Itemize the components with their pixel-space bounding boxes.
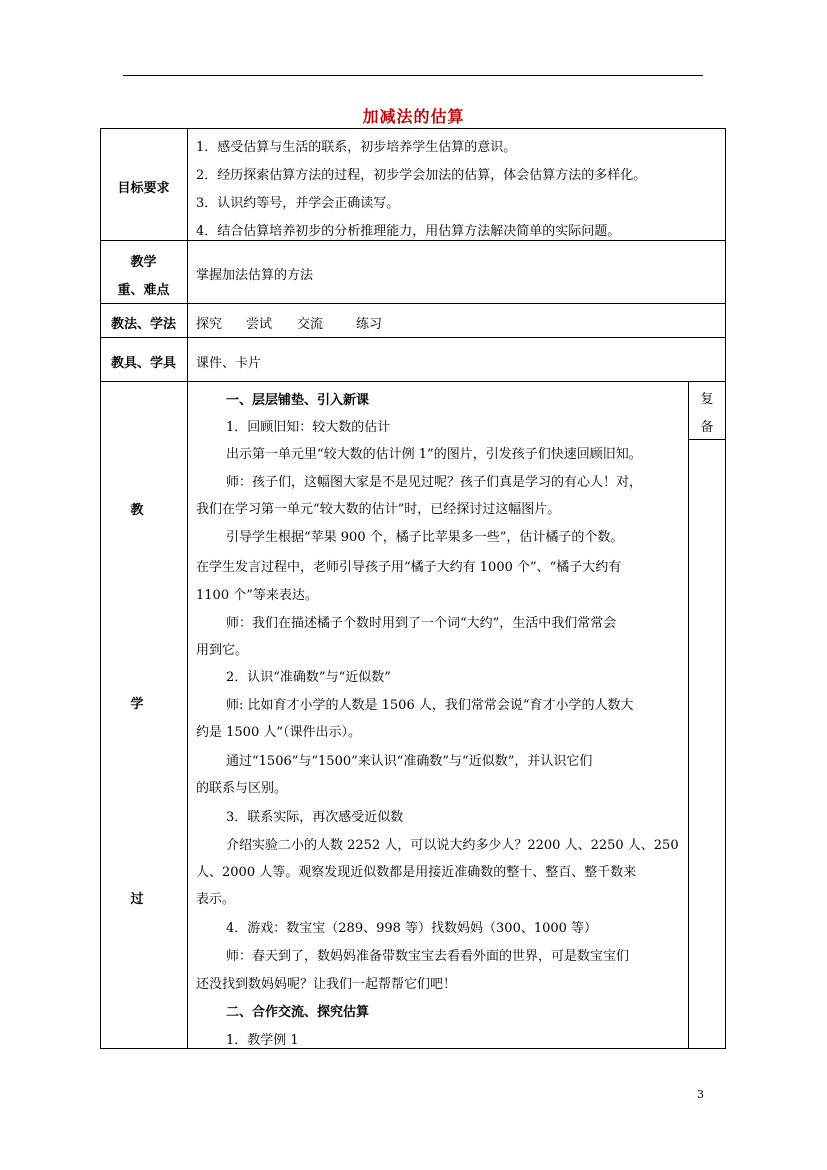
process-line: 介绍实验二小的人数 2252 人，可以说大约多少人？2200 人、2250 人、250: [226, 838, 679, 853]
key-points-content: 掌握加法估算的方法: [196, 268, 314, 283]
process-line: 人、2000 人等。观察发现近似数都是用接近准确数的整十、整百、整千数来: [196, 865, 637, 880]
process-line: 表示。: [196, 892, 236, 907]
process-line: 通过“1506”与“1500”来认识“准确数”与“近似数”，并认识它们: [226, 754, 593, 769]
document-title: 加减法的估算: [362, 107, 465, 126]
process-line: 师：春天到了，数妈妈准备带数宝宝去看看外面的世界，可是数宝宝们: [226, 949, 630, 964]
process-line: 4．游戏：数宝宝（289、998 等）找数妈妈（300、1000 等）: [226, 921, 598, 936]
key-points-label-line1: 教学: [130, 255, 157, 270]
method-item: 尝试: [246, 317, 273, 332]
section-heading: 一、层层铺垫、引入新课: [226, 393, 370, 408]
process-line: 1．回顾旧知：较大数的估计: [226, 420, 391, 435]
process-line: 在学生发言过程中，老师引导孩子用“橘子大约有 1000 个”、“橘子大约有: [196, 560, 622, 575]
goal-line: 2．经历探索估算方法的过程，初步学会加法的估算，体会估算方法的多样化。: [196, 168, 647, 183]
process-line: 的联系与区别。: [196, 781, 288, 796]
process-line: 师: 比如育才小学的人数是 1506 人，我们常常会说“育才小学的人数大: [226, 698, 634, 713]
process-line: 引导学生根据“苹果 900 个，橘子比苹果多一些”，估计橘子的个数。: [226, 530, 624, 545]
goal-line: 4．结合估算培养初步的分析推理能力，用估算方法解决简单的实际问题。: [196, 224, 621, 239]
side-note-char: 复: [700, 392, 714, 407]
label-column-divider: [187, 128, 188, 1049]
process-line: 2．认识“准确数”与“近似数”: [226, 670, 391, 685]
methods-label: 教法、学法: [110, 317, 176, 332]
process-label-char: 教: [130, 503, 144, 518]
process-line: 师：孩子们，这幅图大家是不是见过呢？孩子们真是学习的有心人！对，: [226, 475, 643, 490]
method-item: 练习: [356, 317, 383, 332]
section-heading: 二、合作交流、探究估算: [226, 1005, 370, 1020]
process-line: 3．联系实际，再次感受近似数: [226, 810, 404, 825]
side-column-divider: [688, 381, 689, 1049]
page-number: 3: [697, 1088, 704, 1101]
goal-line: 1．感受估算与生活的联系，初步培养学生估算的意识。: [196, 140, 517, 155]
key-points-label-line2: 重、难点: [117, 283, 170, 298]
process-line: 我们在学习第一单元“较大数的估计”时，已经探讨过这幅图片。: [196, 502, 561, 517]
row-divider: [100, 240, 726, 241]
process-line: 师：我们在描述橘子个数时用到了一个词“大约”，生活中我们常常会: [226, 616, 617, 631]
goals-label: 目标要求: [117, 181, 170, 196]
side-column-rule: [688, 439, 726, 440]
process-label-char: 学: [130, 697, 144, 712]
side-note-char: 备: [700, 420, 714, 435]
process-line: 还没找到数妈妈呢？让我们一起帮帮它们吧！: [196, 977, 457, 992]
process-line: 1．教学例 1: [226, 1033, 299, 1048]
process-label-char: 过: [130, 892, 144, 907]
tools-label: 教具、学具: [110, 356, 176, 371]
process-line: 用到它。: [196, 643, 249, 658]
process-line: 约是 1500 人”（课件出示）。: [196, 725, 361, 740]
header-rule: [123, 75, 703, 76]
lesson-table: [100, 128, 726, 1049]
goal-line: 3．认识约等号，并学会正确读写。: [196, 196, 400, 211]
method-item: 交流: [297, 317, 324, 332]
row-divider: [100, 303, 726, 304]
process-line: 出示第一单元里“较大数的估计例 1”的图片，引发孩子们快速回顾旧知。: [226, 447, 642, 462]
row-divider: [100, 381, 726, 382]
row-divider: [100, 337, 726, 338]
method-item: 探究: [196, 317, 223, 332]
tools-content: 课件、卡片: [196, 356, 262, 371]
process-line: 1100 个”等来表达。: [196, 588, 318, 603]
